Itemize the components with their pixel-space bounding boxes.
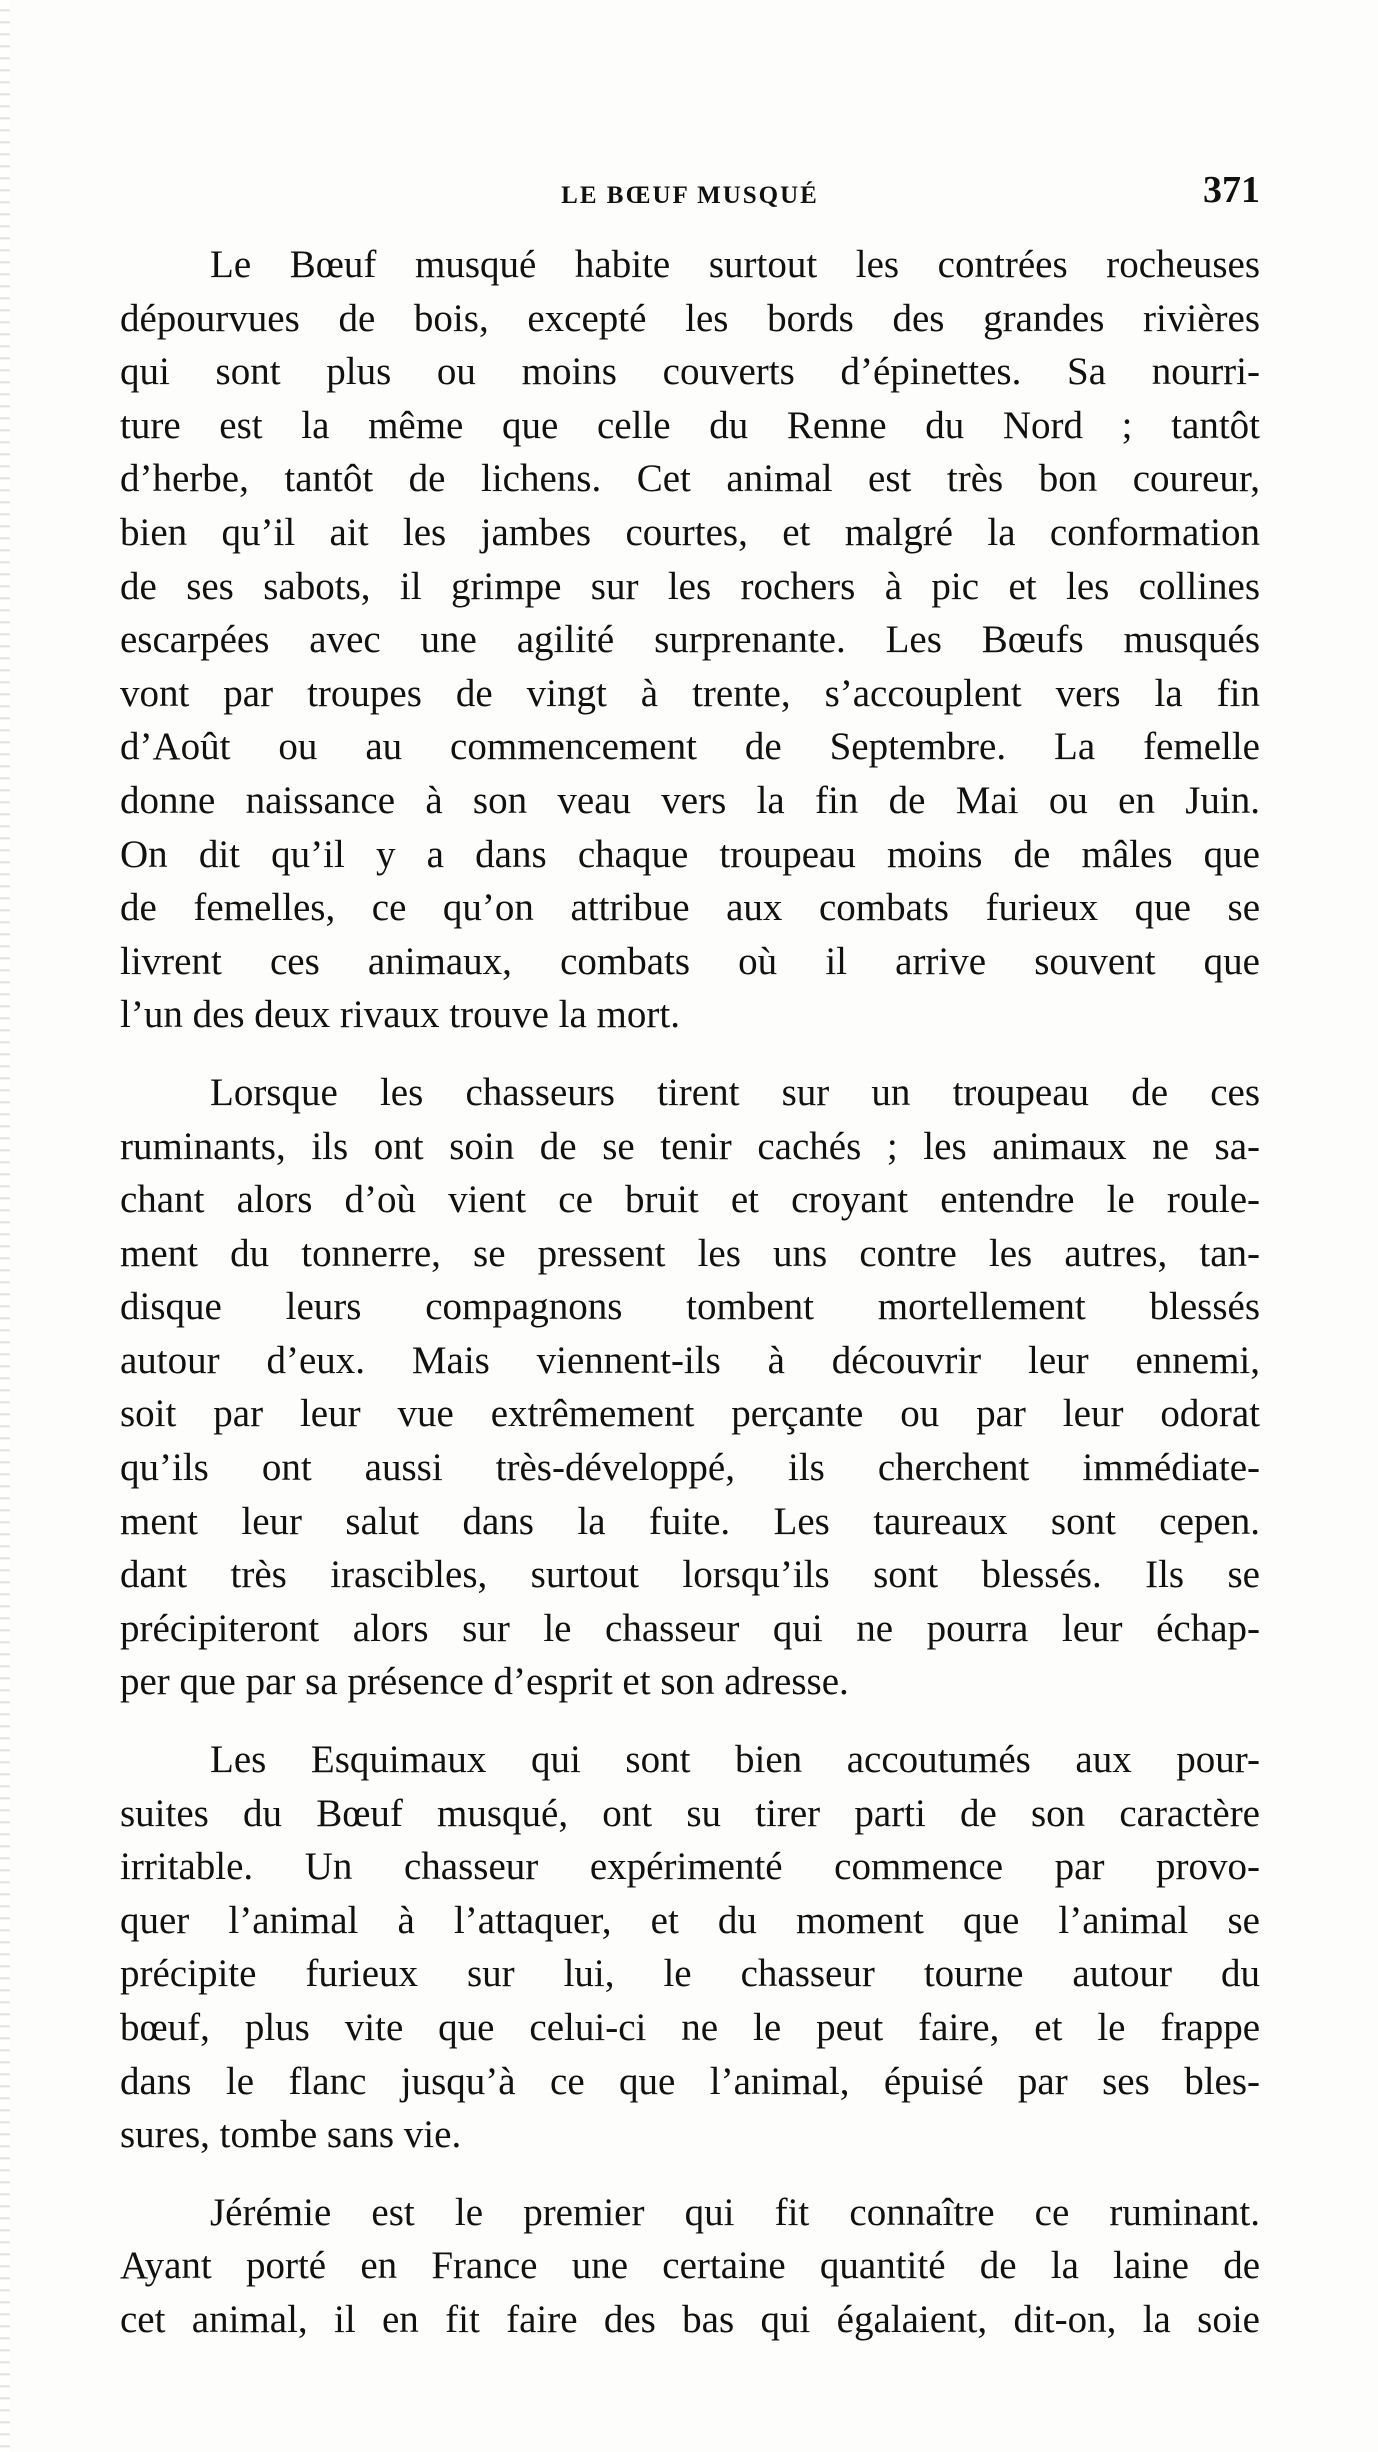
paragraph-4 [120,2186,1260,2347]
text-line: escarpées avec une agilité surprenante. Les Bœufs musqués [120,618,1260,662]
text-line: de femelles, ce qu’on attribue aux combats furieux que se [120,886,1260,930]
text-line: per que par sa présence d’esprit et son adresse. [120,1660,849,1704]
text-line: d’Août ou au commencement de Septembre. La femelle [120,725,1260,769]
text-line: précipite furieux sur lui, le chasseur tourne autour du [120,1952,1260,1996]
text-line: Lorsque les chasseurs tirent sur un troupeau de ces [210,1070,1260,1114]
paragraph-spacer [120,1042,1260,1066]
text-line: d’herbe, tantôt de lichens. Cet animal est très bon coureur, [120,457,1260,501]
text-line: ment leur salut dans la fuite. Les taureaux sont cepen. [120,1499,1260,1543]
body-text [120,238,1260,2347]
text-line: précipiteront alors sur le chasseur qui ne pourra leur échap- [120,1606,1260,1650]
text-line: dépourvues de bois, excepté les bords des grandes rivières [120,296,1260,340]
text-line: irritable. Un chasseur expérimenté commence par provo- [120,1845,1260,1889]
text-line: ment du tonnerre, se pressent les uns contre les autres, tan- [120,1231,1260,1275]
text-line: disque leurs compagnons tombent mortellement blessés [120,1285,1260,1329]
running-title: LE BŒUF MUSQUÉ [561,182,819,209]
text-line: de ses sabots, il grimpe sur les rochers à pic et les collines [120,564,1260,608]
page-binding-edge [0,0,10,2452]
text-line: Le Bœuf musqué habite surtout les contrées rocheuses [210,243,1260,286]
text-line: bien qu’il ait les jambes courtes, et malgré la conformation [120,510,1260,554]
page-header [120,168,1260,228]
text-line: soit par leur vue extrêmement perçante ou par leur odorat [120,1392,1260,1436]
text-line: On dit qu’il y a dans chaque troupeau moins de mâles que [120,832,1260,876]
text-line: sures, tombe sans vie. [120,2113,462,2157]
text-line: livrent ces animaux, combats où il arrive souvent que [120,939,1260,983]
text-line: donne naissance à son veau vers la fin de Mai ou en Juin. [120,778,1260,822]
text-line: cet animal, il en fit faire des bas qui égalaient, dit-on, la soie [120,2297,1260,2341]
paragraph-spacer [120,1709,1260,1733]
page-number: 371 [1203,169,1260,211]
text-line: quer l’animal à l’attaquer, et du moment que l’animal se [120,1898,1260,1942]
paragraph-1 [120,238,1260,1042]
text-line: bœuf, plus vite que celui-ci ne le peut faire, et le frappe [120,2006,1260,2049]
text-line: suites du Bœuf musqué, ont su tirer parti de son caractère [120,1791,1260,1835]
text-line: Jérémie est le premier qui fit connaître ce ruminant. [210,2190,1260,2234]
text-line: chant alors d’où vient ce bruit et croyant entendre le roule- [120,1178,1260,1222]
text-line: qu’ils ont aussi très-développé, ils cherchent immédiate- [120,1446,1260,1490]
text-line: Les Esquimaux qui sont bien accoutumés aux pour- [210,1738,1260,1782]
paragraph-spacer [120,2162,1260,2186]
text-line: l’un des deux rivaux trouve la mort. [120,993,680,1037]
text-line: autour d’eux. Mais viennent-ils à découvrir leur ennemi, [120,1338,1260,1382]
text-line: dant très irascibles, surtout lorsqu’ils sont blessés. Ils se [120,1553,1260,1597]
paragraph-3 [120,1733,1260,2162]
paragraph-2 [120,1066,1260,1709]
text-line: vont par troupes de vingt à trente, s’accouplent vers la fin [120,671,1260,715]
text-line: qui sont plus ou moins couverts d’épinettes. Sa nourri- [120,350,1260,394]
text-line: dans le flanc jusqu’à ce que l’animal, épuisé par ses bles- [120,2059,1260,2103]
text-line: ruminants, ils ont soin de se tenir cachés ; les animaux ne sa- [120,1124,1260,1168]
text-line: ture est la même que celle du Renne du Nord ; tantôt [120,403,1260,447]
text-line: Ayant porté en France une certaine quantité de la laine de [120,2244,1260,2288]
